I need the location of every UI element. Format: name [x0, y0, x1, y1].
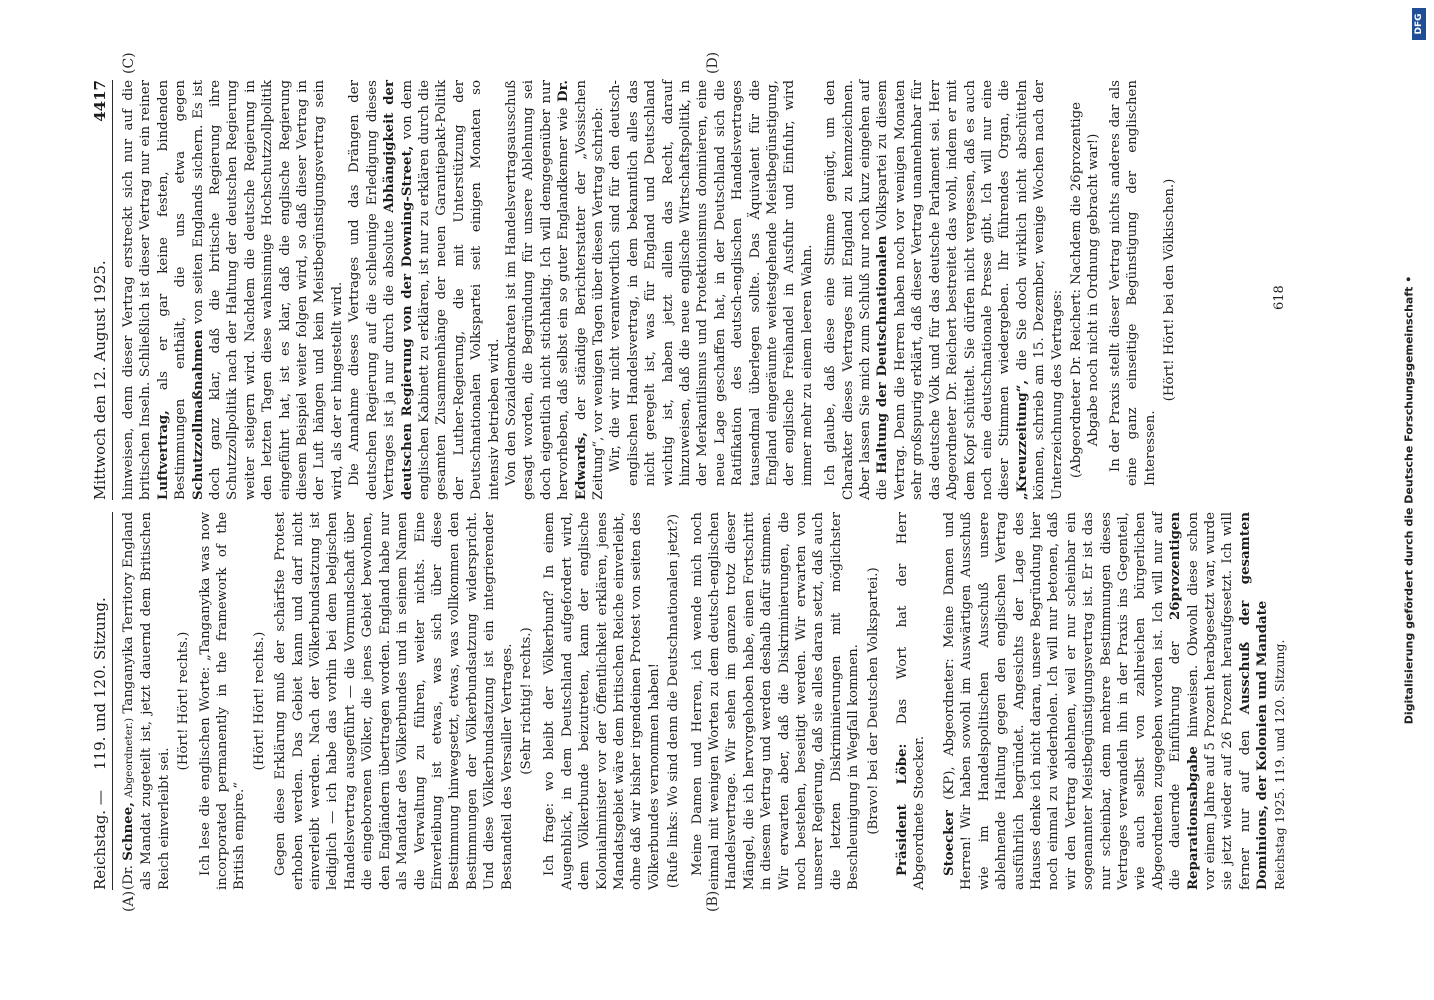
header-date: Mittwoch den 12. August 1925. [91, 260, 109, 500]
paragraph: Ich lese die englischen Worte: „Tanganyika was now incorporated permanently in the framework of the British empire.“ [197, 512, 248, 890]
header-session: 119. und 120. Sitzung. [91, 597, 109, 770]
margin-marker-a: (A) [121, 890, 137, 912]
paragraph: Ich glaube, daß diese eine Stimme genügt, um den Charakter dieses Vertrages mit England zu kennzeichnen. Aber lassen Sie mich zum Schluß nur noch kurz eingehen auf die Haltung der Deutschnationalen Volkspartei zu diesem Vertrag. Denn die Herren haben noch vor wenigen Monaten sehr großspurig erklärt, daß dieser Vertrag unannehmbar für das deutsche Volk und für das deutsche Parlament sei. Herr Abgeordneter Dr. Reichert bestreitet das wohl, indem er mit dem Kopf schüttelt. Sie dürfen nicht vergessen, daß es auch noch eine deutschnationale Presse gibt. Ich will nur eine dieser Stimmen wiedergeben. Ihr führendes Organ, die „Kreuzzeitung“, die Sie doch wirklich nicht abschütteln können, schrieb am 15. Dezember, wenige Wochen nach der Unterzeichnung des Vertrages: [823, 80, 1065, 500]
page-header-left [88, 512, 113, 890]
english-quote: Tanganyika was now incorporated permanently in the framework of the British empire. [197, 512, 248, 890]
reaction: (Hört! Hört! bei den Völkischen.) [1161, 178, 1177, 402]
paragraph: hinweisen, denn dieser Vertrag erstreckt sich nur auf die britischen Inseln. Schließlich ist dieser Vertrag nur ein reiner Luftvertrag, als er gar keine festen, bindenden Bestimmungen enthält, die uns etwa gegen Schutzzollmaßnahmen von seiten Englands sichern. Es ist doch ganz klar, daß die britische Regierung ihre Schutzzollpolitik nach der Haltung der deutschen Regierung weiter steigern wird. Nachdem die deutsche Regierung in den letzten Tagen diese wahnsinnige Hochschutzzollpolitik eingeführt hat, ist es klar, daß die englische Regierung diesem Beispiel weiter folgen wird, so daß dieser Vertrag in der Luft hängen und kein Meistbegünstigungsvertrag sein wird, als der er hingestellt wird. [121, 79, 345, 500]
paragraph: Präsident Löbe: Das Wort hat der Herr Abgeordnete Stoecker. [895, 512, 928, 890]
paragraph: Stoecker (KP), Abgeordneter: Meine Damen und Herren! Wir haben sowohl im Auswärtigen Ausschuß wie im Handelspolitischen Ausschuß unsere ablehnende Haltung gegen den englischen Vertrag ausführlich begründet. Angesichts der Lage des Hauses denke ich nicht daran, unsere Begründung hier noch einmal zu wiederholen. Ich will nur betonen, daß wir den Vertrag ablehnen, weil er nur scheinbar ein sogenannter Meistbegünstigungsvertrag ist. Er ist das nur scheinbar, denn mehrere Bestimmungen dieses Vertrages verwandeln ihn in der Praxis ins Gegenteil, wie auch selbst von zahlreichen bürgerlichen Abgeordneten zugegeben worden ist. Ich will nur auf die dauernde Einführung der 26prozentigen Reparationsabgabe hinweisen. Obwohl diese schon vor einem Jahre auf 5 Prozent herabgesetzt war, wurde sie jetzt wieder auf 26 Prozent heraufgesetzt. Ich will ferner nur auf den Ausschuß der gesamten Dominions, der Kolonien und Mandate [941, 512, 1271, 890]
paragraph: (Dr. Schnee, Abgeordneter.) Tanganyika Territory England als Mandat zugeteilt ist, jetzt dauernd dem Britischen Reich einverleibt sei. [121, 512, 172, 890]
reaction: (Hört! Hört! rechts.) [251, 631, 267, 771]
header-left-title: Reichstag. — [91, 790, 109, 890]
reaction: (Hört! Hört! rechts.) [176, 631, 192, 771]
speaker-name: Schnee, [121, 802, 136, 861]
page-number: 4417 [91, 80, 109, 122]
speaker-name: Präsident Löbe: [895, 743, 911, 876]
page-footer: Reichstag 1925. 119. und 120. Sitzung. [1272, 639, 1287, 890]
funding-note-text: Digitalisierung gefördert durch die Deutsche Forschungsgemeinschaft • [1402, 275, 1416, 725]
reaction: (Rufe links: Wo sind denn die Deutschnationalen jetzt?) [666, 513, 682, 889]
funding-note [1395, 4, 1423, 996]
reaction: (Sehr richtig! rechts.) [518, 627, 534, 775]
margin-marker-c: (C) [121, 52, 137, 74]
right-column [120, 80, 1182, 500]
paragraph: Ich frage: wo bleibt der Völkerbund? In einem Augenblick, in dem Deutschland aufgefordert wird, dem Völkerbunde beizutreten, kann der englische Kolonialminister vor der Öffentlichkeit erklären, jenes Mandatsgebiet wäre dem britischen Reiche einverleibt, ohne daß wir bisher irgendeinen Protest von seiten des Völkerbundes vernommen haben! [542, 512, 662, 890]
margin-marker-b: (B) [705, 890, 721, 912]
paragraph: Von den Sozialdemokraten ist im Handelsvertragsausschuß gesagt worden, die Begründung für unsere Ablehnung sei doch eigentlich nicht stichhaltig. Ich will demgegenüber nur hervorheben, daß selbst ein so guter Englandkenner wie Dr. Edwards, der ständige Berichterstatter der „Vossischen Zeitung“, vor wenigen Tagen über diesen Vertrag schrieb: [503, 80, 606, 500]
left-column [120, 512, 1272, 890]
dfg-logo-text: DFG [1414, 13, 1424, 35]
reaction: (Abgeordneter Dr. Reichert: Nachdem die 26prozentige Abgabe noch nicht in Ordnung gebracht war!) [1068, 101, 1102, 479]
quoted-paragraph: Wir, die wir nicht verantwortlich sind für den deutsch-englischen Handelsvertrag, in dem bekanntlich alles das nicht geregelt ist, was für England und Deutschland wichtig ist, haben jetzt allein das Recht, darauf hinzuweisen, daß die neue englische Wirtschaftspolitik, in der Merkantilismus und Protektionismus dominieren, eine neue Lage geschaffen hat, in der Deutschland sich die Ratifikation des deutsch-englischen Handelsvertrages tausendmal überlegen sollte. Das Äquivalent für die England eingeräumte weitestgehende Meistbegünstigung, der englische Freihandel in Ausfuhr und Einfuhr, wird immer mehr zu einem leeren Wahn. [608, 80, 815, 486]
reaction: (Bravo! bei der Deutschen Volkspartei.) [865, 567, 881, 835]
speaker-name: Stoecker [941, 810, 957, 876]
quoted-paragraph: In der Praxis stellt dieser Vertrag nichts anderes dar als eine ganz einseitige Begünstigung der englischen Interessen. [1107, 80, 1158, 486]
footer-page-number: 618 [1272, 285, 1287, 310]
paragraph: Meine Damen und Herren, ich wende mich noch einmal mit wenigen Worten zu dem deutsch-englischen Handelsvertrage. Wir sehen im ganzen trotz dieser Mängel, die ich hervorgehoben habe, einen Fortschritt in diesem Vertrag und werden deshalb dafür stimmen. Wir erwarten aber, daß die Diskriminierungen, die noch bestehen, beseitigt werden. Wir erwarten von unserer Regierung, daß sie alles daran setzt, daß auch die letzten Diskriminierungen mit möglichster Beschleunigung in Wegfall kommen. [689, 512, 862, 890]
dfg-logo [1412, 8, 1426, 40]
margin-marker-d: (D) [705, 51, 721, 74]
paragraph: Gegen diese Erklärung muß der schärfste Protest erhoben werden. Das Gebiet kann und darf nicht einverleibt werden. Nach der Völkerbundsatzung ist lediglich — ich habe das vorhin bei dem belgischen Handelsvertrag ausgeführt — die Vormundschaft über die eingeborenen Völker, die jenes Gebiet bewohnen, den Engländern übertragen worden. England habe nur als Mandatar des Völkerbundes und in seinem Namen die Verwaltung zu führen, weiter nichts. Eine Einverleibung ist etwas, was sich über diese Bestimmung hinwegsetzt, etwas, was vollkommen den Bestimmungen der Völkerbundsatzung widerspricht. Und diese Völkerbundsatzung ist ein integrierender Bestandteil des Versailler Vertrages. [273, 512, 515, 890]
paragraph: Die Annahme dieses Vertrages und das Drängen der deutschen Regierung auf die schleunige Erledigung dieses Vertrages ist ja nur durch die absolute Abhängigkeit der deutschen Regierung von der Downing-Street, von dem englischen Kabinett zu erklären, ist nur zu erklären durch die gesamten Zusammenhänge der neuen Garantiepakt-Politik der Luther-Regierung, die mit Unterstützung der Deutschnationalen Volkspartei seit einigen Monaten so intensiv betrieben wird. [347, 80, 502, 500]
page-header-right [88, 80, 113, 500]
